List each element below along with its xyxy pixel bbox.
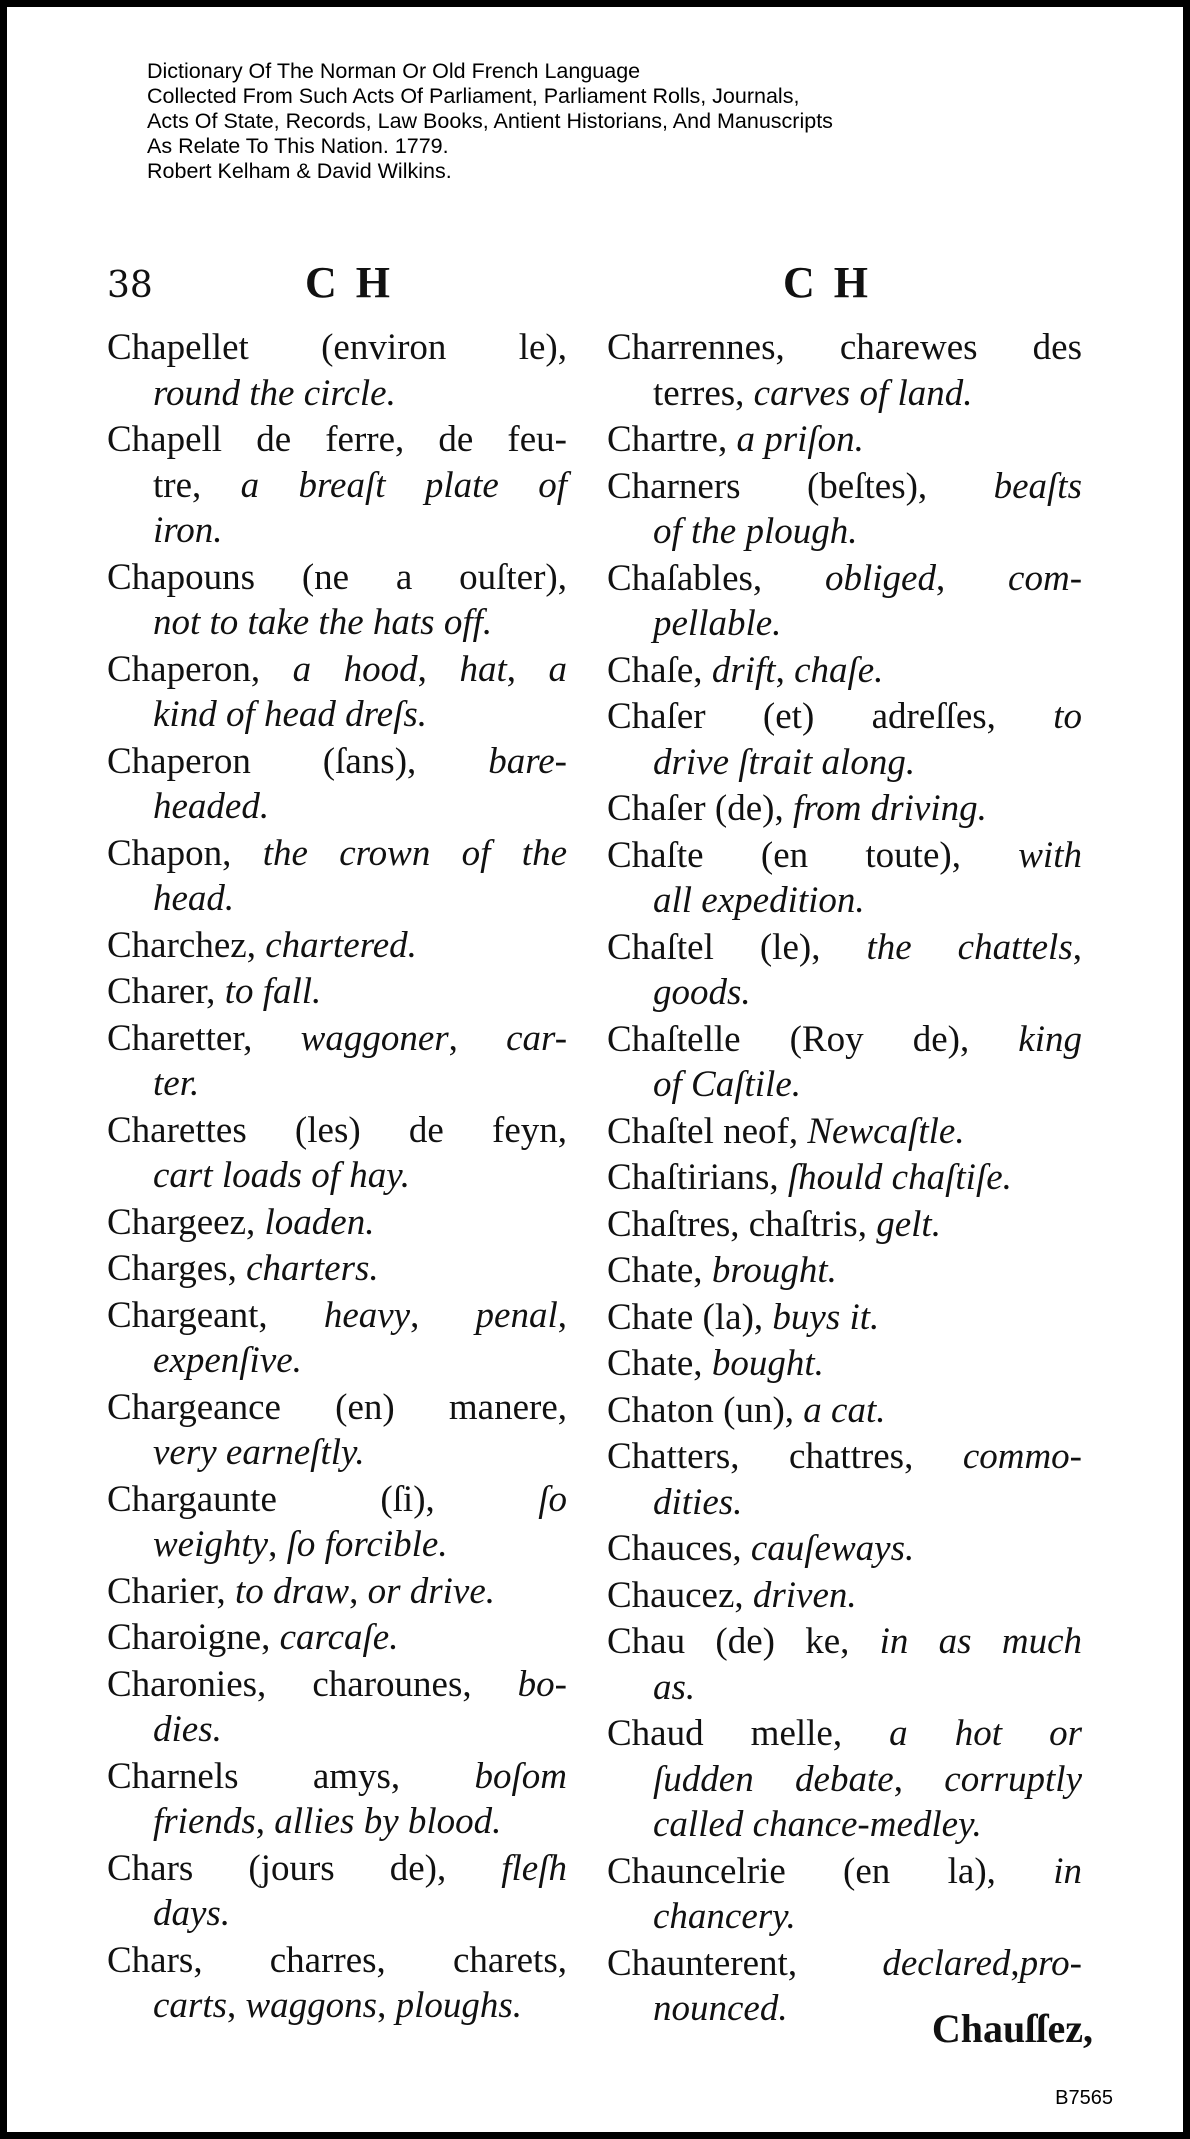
- dictionary-entry: [607, 1573, 1082, 1619]
- entry-definition: declared: [882, 1942, 1011, 1984]
- entry-definition: waggons: [245, 1985, 378, 2026]
- entry-definition: with: [1018, 834, 1082, 876]
- entry-headline: [607, 1849, 1082, 1895]
- entry-definition: or drive.: [367, 1570, 496, 1612]
- entry-headline: [607, 417, 1082, 463]
- entry-headline: [107, 1108, 567, 1154]
- entry-term: Chapellet (environ le),: [107, 327, 567, 368]
- entry-definition: bo-: [517, 1663, 567, 1705]
- entry-term: Chaſtelle (Roy de),: [607, 1018, 1019, 1060]
- entry-definition: carves of land.: [753, 372, 973, 414]
- dictionary-entry: [107, 1016, 567, 1107]
- entry-headline: [607, 648, 1082, 694]
- entry-definition: obliged: [824, 557, 936, 599]
- dictionary-entry: [607, 694, 1082, 785]
- entry-headline: [607, 1109, 1082, 1155]
- entry-term: Chate (la),: [607, 1296, 773, 1338]
- entry-headline: [107, 1016, 567, 1062]
- entry-term: Chaunterent,: [607, 1942, 883, 1984]
- entry-headline: [607, 464, 1082, 510]
- entry-definition: the chattels: [866, 926, 1073, 968]
- entry-definition: Newcaſtle.: [807, 1110, 965, 1152]
- entry-continuation: [107, 1891, 567, 1937]
- dictionary-entry: [107, 1615, 567, 1661]
- entry-headline: [607, 1155, 1082, 1201]
- entry-continuation: [107, 600, 567, 646]
- header-line: Dictionary Of The Norman Or Old French Language: [147, 59, 641, 83]
- entry-headline: [607, 1434, 1082, 1480]
- entry-definition: to fall.: [224, 971, 322, 1012]
- entry-definition: beaſts: [993, 465, 1082, 507]
- entry-term: Charnels amys,: [107, 1755, 475, 1797]
- dictionary-entry: [107, 1293, 567, 1384]
- entry-definition: fleſh: [501, 1847, 567, 1889]
- entry-headline: [107, 325, 567, 371]
- entry-continuation: [107, 876, 567, 922]
- entry-continuation: [607, 1062, 1082, 1108]
- dictionary-entry: [607, 1619, 1082, 1710]
- entry-continuation: [607, 970, 1082, 1016]
- entry-term: ,: [775, 649, 795, 691]
- entry-headline: [607, 1202, 1082, 1248]
- entry-term: Chaſtel neof,: [607, 1110, 808, 1152]
- entry-term: terres,: [653, 372, 754, 414]
- entry-definition: head.: [153, 878, 235, 919]
- dictionary-entry: [107, 1477, 567, 1568]
- dictionary-entry: [107, 1200, 567, 1246]
- entry-continuation: [107, 692, 567, 738]
- entry-term: Charonies, charounes,: [107, 1663, 518, 1705]
- entry-definition: hat: [459, 648, 507, 690]
- entry-continuation: [607, 1757, 1082, 1803]
- entry-headline: [607, 1619, 1082, 1665]
- entry-term: Chaperon (ſans),: [107, 740, 489, 782]
- entry-definition: cauſeways.: [750, 1528, 915, 1569]
- entry-definition: the crown of the: [262, 832, 567, 874]
- entry-term: Chaſe,: [607, 649, 712, 691]
- entry-definition: very earneſtly.: [153, 1432, 365, 1473]
- entry-term: Chaſtres, chaſtris,: [607, 1203, 877, 1245]
- entry-term: Charges,: [107, 1248, 247, 1289]
- entry-definition: car-: [506, 1017, 568, 1059]
- header-line: Acts Of State, Records, Law Books, Antient Historians, And Manuscripts: [147, 109, 833, 133]
- entry-headline: [607, 925, 1082, 971]
- dictionary-entry: [607, 1711, 1082, 1848]
- entry-definition: a hot or: [889, 1713, 1082, 1754]
- entry-headline: [607, 1341, 1082, 1387]
- dictionary-entry: [607, 1526, 1082, 1572]
- entry-term: Chapon,: [107, 832, 263, 874]
- entry-headline: [107, 1846, 567, 1892]
- dictionary-entry: [107, 1846, 567, 1937]
- entry-definition: nounced.: [653, 1988, 788, 2029]
- entry-headline: [607, 1573, 1082, 1619]
- entry-continuation: [607, 1802, 1082, 1848]
- entry-headline: [607, 1711, 1082, 1757]
- dictionary-entry: [607, 925, 1082, 1016]
- entry-headline: [107, 1569, 567, 1615]
- dictionary-entry: [107, 1754, 567, 1845]
- entry-definition: driven.: [752, 1574, 857, 1616]
- entry-headline: [607, 1388, 1082, 1434]
- entry-definition: allies by blood.: [274, 1801, 502, 1842]
- entry-term: ,: [410, 1294, 476, 1336]
- dictionary-entry: [107, 831, 567, 922]
- entry-definition: chaſe.: [794, 649, 884, 691]
- entry-definition: bought.: [711, 1343, 824, 1384]
- entry-term: ,: [227, 1985, 246, 2026]
- entry-definition: to: [1053, 696, 1082, 737]
- entry-headline: [107, 969, 567, 1015]
- entry-term: Chaud melle,: [607, 1713, 890, 1754]
- entry-continuation: [107, 463, 567, 509]
- entry-definition: carcaſe.: [279, 1617, 399, 1658]
- entry-term: Chaſables,: [607, 557, 825, 599]
- entry-term: Chars (jours de),: [107, 1847, 502, 1889]
- entry-definition: brought.: [711, 1250, 837, 1291]
- entry-definition: chancery.: [653, 1896, 796, 1937]
- entry-definition: pro-: [1019, 1942, 1082, 1984]
- entry-headline: [107, 417, 567, 463]
- entry-continuation: [607, 878, 1082, 924]
- entry-term: ,: [506, 648, 549, 690]
- entry-definition: of the plough.: [653, 511, 858, 552]
- entry-definition: heavy: [323, 1294, 411, 1336]
- entry-definition: headed.: [153, 786, 270, 827]
- entry-definition: carts: [153, 1985, 227, 2026]
- entry-definition: iron.: [153, 510, 223, 551]
- entry-definition: in: [1053, 1850, 1082, 1892]
- entry-continuation: [607, 601, 1082, 647]
- entry-continuation: [107, 1153, 567, 1199]
- dictionary-entry: [607, 1341, 1082, 1387]
- dictionary-entry: [607, 417, 1082, 463]
- dictionary-entry: [107, 739, 567, 830]
- entry-definition: penal: [475, 1294, 558, 1336]
- entry-term: Charettes (les) de feyn,: [107, 1109, 567, 1151]
- entry-definition: all expedition.: [653, 880, 865, 921]
- entry-headline: [607, 694, 1082, 740]
- entry-term: ,: [417, 648, 460, 690]
- entry-definition: dities.: [653, 1481, 743, 1523]
- catchword: Chauſſez,: [931, 2006, 1093, 2051]
- dictionary-entry: [607, 1155, 1082, 1201]
- entry-definition: loaden.: [264, 1201, 375, 1243]
- entry-continuation: [607, 371, 1082, 417]
- entry-term: Charrennes, charewes des: [607, 327, 1082, 368]
- entry-term: ,: [255, 1801, 275, 1842]
- entry-headline: [607, 833, 1082, 879]
- entry-term: ,: [935, 557, 1009, 599]
- entry-definition: pellable.: [653, 603, 782, 644]
- entry-headline: [107, 1477, 567, 1523]
- entry-definition: com-: [1008, 557, 1083, 599]
- entry-definition: a priſon.: [736, 419, 864, 460]
- entry-definition: gelt.: [876, 1203, 941, 1245]
- entry-definition: from driving.: [792, 788, 987, 829]
- dictionary-entry: [607, 1295, 1082, 1341]
- entry-term: Chaſer (et) adreſſes,: [607, 696, 1054, 737]
- entry-term: Chartre,: [607, 419, 737, 460]
- entry-definition: of Caſtile.: [653, 1064, 801, 1105]
- entry-term: ,: [448, 1017, 507, 1059]
- entry-headline: [607, 325, 1082, 371]
- entry-definition: bare-: [488, 740, 567, 782]
- entry-continuation: [107, 508, 567, 554]
- dictionary-entry: [607, 1017, 1082, 1108]
- entry-definition: a: [548, 648, 567, 690]
- dictionary-entry: [607, 1849, 1082, 1940]
- entry-headline: [607, 1526, 1082, 1572]
- entry-definition: weighty: [153, 1524, 269, 1565]
- left-column: [107, 325, 567, 2030]
- entry-definition: round the circle.: [153, 372, 396, 414]
- entry-definition: ſhould chaſtiſe.: [787, 1157, 1012, 1198]
- header-line: Collected From Such Acts Of Parliament, Parliament Rolls, Journals,: [147, 84, 800, 108]
- entry-continuation: [607, 740, 1082, 786]
- entry-definition: goods.: [653, 972, 751, 1013]
- entry-headline: [107, 831, 567, 877]
- entry-headline: [107, 555, 567, 601]
- entry-definition: drive ſtrait along.: [653, 741, 916, 783]
- dictionary-entry: [607, 556, 1082, 647]
- entry-headline: [107, 1938, 567, 1984]
- entry-definition: chartered.: [265, 924, 417, 966]
- entry-term: Charetter,: [107, 1017, 301, 1059]
- dictionary-entry: [607, 833, 1082, 924]
- header-line: Robert Kelham & David Wilkins.: [147, 159, 452, 183]
- entry-term: Charchez,: [107, 924, 266, 966]
- dictionary-entry: [607, 786, 1082, 832]
- entry-definition: as.: [653, 1666, 696, 1708]
- entry-term: Chargaunte (ſi),: [107, 1478, 539, 1520]
- entry-headline: [607, 1941, 1082, 1987]
- dictionary-entry: [107, 325, 567, 416]
- dictionary-entry: [107, 1246, 567, 1292]
- entry-term: Charoigne,: [107, 1617, 280, 1658]
- dictionary-entry: [607, 464, 1082, 555]
- entry-continuation: [607, 509, 1082, 555]
- dictionary-entry: [107, 417, 567, 554]
- entry-headline: [607, 556, 1082, 602]
- dictionary-entry: [107, 1569, 567, 1615]
- entry-definition: a cat.: [803, 1389, 886, 1431]
- entry-definition: to draw: [234, 1570, 350, 1612]
- entry-definition: cart loads of hay.: [153, 1155, 410, 1196]
- dictionary-entry: [107, 1662, 567, 1753]
- dictionary-entry: [607, 1434, 1082, 1525]
- entry-term: Charer,: [107, 971, 225, 1012]
- running-head-right: C H: [783, 258, 872, 307]
- dictionary-entry: [107, 923, 567, 969]
- dictionary-entry: [607, 325, 1082, 416]
- dictionary-entry: [107, 1938, 567, 2029]
- entry-term: Chatters, chattres,: [607, 1436, 963, 1477]
- entry-term: Chars, charres, charets,: [107, 1939, 567, 1981]
- entry-headline: [607, 1295, 1082, 1341]
- dictionary-entry: [607, 1388, 1082, 1434]
- header-line: As Relate To This Nation. 1779.: [147, 134, 449, 158]
- entry-term: Charier,: [107, 1570, 235, 1612]
- entry-term: Chaperon,: [107, 648, 293, 690]
- entry-continuation: [607, 1894, 1082, 1940]
- entry-definition: charters.: [246, 1248, 379, 1289]
- entry-continuation: [107, 1522, 567, 1568]
- page-code: B7565: [1055, 2087, 1113, 2109]
- entry-definition: friends: [153, 1801, 256, 1842]
- entry-definition: ſo forcible.: [286, 1524, 448, 1565]
- entry-term: ,: [349, 1570, 368, 1612]
- entry-term: ,: [893, 1758, 945, 1800]
- entry-headline: [107, 1385, 567, 1431]
- entry-headline: [107, 1662, 567, 1708]
- entry-continuation: [107, 371, 567, 417]
- dictionary-entry: [107, 555, 567, 646]
- entry-term: Chaſtirians,: [607, 1157, 788, 1198]
- entry-term: ,: [377, 1985, 396, 2026]
- entry-continuation: [607, 1665, 1082, 1711]
- entry-term: Chate,: [607, 1250, 712, 1291]
- entry-term: tre,: [153, 464, 241, 506]
- header-block: [147, 59, 833, 184]
- entry-headline: [107, 1200, 567, 1246]
- entry-definition: corruptly: [944, 1758, 1082, 1800]
- entry-headline: [107, 1615, 567, 1661]
- dictionary-entry: [107, 1108, 567, 1199]
- entry-term: Chargeance (en) manere,: [107, 1386, 567, 1428]
- entry-headline: [607, 1248, 1082, 1294]
- entry-definition: days.: [153, 1893, 231, 1934]
- entry-definition: a hood: [292, 648, 418, 690]
- entry-term: Chargeez,: [107, 1201, 265, 1243]
- entry-headline: [107, 647, 567, 693]
- entry-headline: [607, 1017, 1082, 1063]
- entry-term: ,: [557, 1294, 567, 1336]
- entry-continuation: [107, 1430, 567, 1476]
- entry-term: ,: [1072, 926, 1082, 968]
- entry-term: Chaſte (en toute),: [607, 834, 1019, 876]
- dictionary-entry: [607, 1109, 1082, 1155]
- entry-definition: expenſive.: [153, 1340, 302, 1381]
- entry-headline: [107, 1246, 567, 1292]
- entry-term: Chaſer (de),: [607, 788, 793, 829]
- entry-headline: [107, 923, 567, 969]
- entry-definition: called chance-medley.: [653, 1804, 982, 1845]
- entry-term: ,: [268, 1524, 287, 1565]
- entry-term: Charners (beſtes),: [607, 465, 994, 507]
- entry-term: Chargeant,: [107, 1294, 324, 1336]
- dictionary-entry: [107, 969, 567, 1015]
- entry-definition: commo-: [962, 1436, 1082, 1477]
- page-number: 38: [107, 265, 153, 306]
- entry-definition: dies.: [153, 1709, 222, 1750]
- entry-definition: ſo: [538, 1478, 567, 1520]
- entry-headline: [107, 1754, 567, 1800]
- entry-definition: a breaſt plate of: [240, 464, 567, 506]
- entry-continuation: [107, 1061, 567, 1107]
- entry-term: Chaſtel (le),: [607, 926, 867, 968]
- dictionary-entry: [107, 647, 567, 738]
- entry-continuation: [607, 1480, 1082, 1526]
- entry-continuation: [107, 1338, 567, 1384]
- entry-term: Chau (de) ke,: [607, 1621, 880, 1662]
- dictionary-entry: [107, 1385, 567, 1476]
- entry-definition: kind of head dreſs.: [153, 694, 428, 735]
- entry-definition: buys it.: [772, 1296, 880, 1338]
- right-column: [607, 325, 1082, 2033]
- entry-headline: [607, 786, 1082, 832]
- entry-definition: ter.: [153, 1063, 200, 1104]
- entry-definition: waggoner: [300, 1017, 449, 1059]
- entry-definition: not to take the hats off.: [153, 602, 493, 643]
- entry-term: Chauces,: [607, 1528, 751, 1569]
- entry-term: Chauncelrie (en la),: [607, 1850, 1054, 1892]
- entry-definition: boſom: [474, 1755, 567, 1797]
- entry-continuation: [107, 1707, 567, 1753]
- entry-term: Chapouns (ne a ouſter),: [107, 556, 567, 598]
- entry-continuation: [107, 1799, 567, 1845]
- entry-definition: drift: [711, 649, 776, 691]
- entry-term: ,: [1010, 1942, 1020, 1984]
- entry-term: Chaucez,: [607, 1574, 753, 1616]
- entry-term: Chate,: [607, 1343, 712, 1384]
- dictionary-entry: [607, 1248, 1082, 1294]
- entry-term: Chapell de ferre, de feu-: [107, 419, 567, 460]
- entry-definition: ſudden debate: [653, 1758, 894, 1800]
- running-head-left: C H: [305, 258, 394, 307]
- entry-continuation: [107, 1983, 567, 2029]
- entry-continuation: [107, 784, 567, 830]
- entry-definition: ploughs.: [395, 1985, 523, 2026]
- dictionary-entry: [607, 1202, 1082, 1248]
- entry-headline: [107, 1293, 567, 1339]
- dictionary-entry: [607, 648, 1082, 694]
- entry-headline: [107, 739, 567, 785]
- entry-definition: in as much: [879, 1621, 1082, 1662]
- entry-definition: king: [1018, 1018, 1082, 1060]
- entry-term: Chaton (un),: [607, 1389, 804, 1431]
